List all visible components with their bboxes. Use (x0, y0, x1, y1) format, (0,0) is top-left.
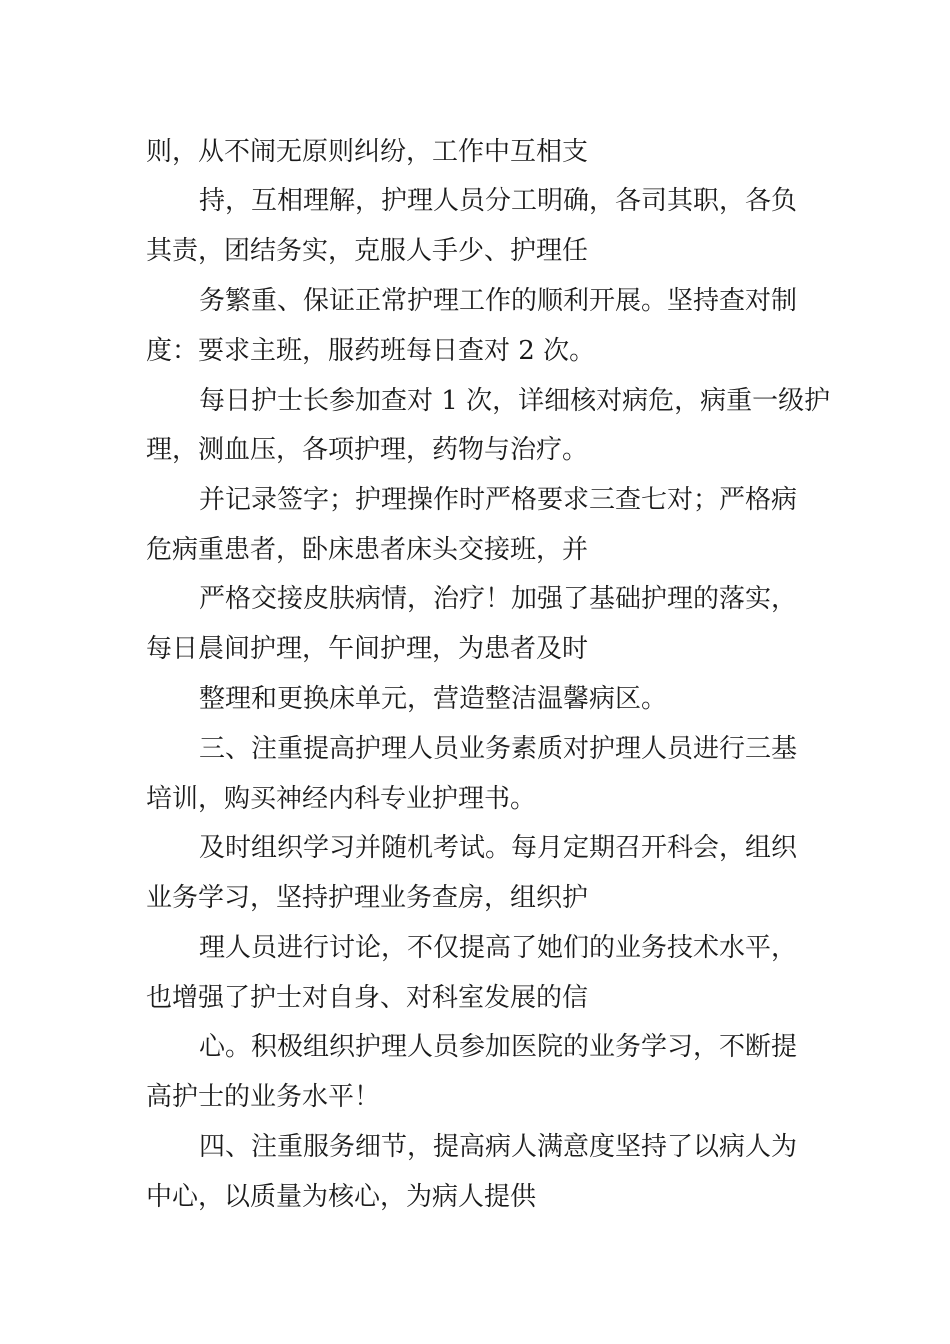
text-line: 四、注重服务细节，提高病人满意度坚持了以病人为 (199, 1132, 798, 1162)
text-line: 危病重患者，卧床患者床头交接班，并 (146, 535, 589, 565)
text-line: 心。积极组织护理人员参加医院的业务学习，不断提 (199, 1032, 798, 1062)
text-line: 整理和更换床单元，营造整洁温馨病区。 (199, 684, 668, 714)
text-line: 高护士的业务水平！ (146, 1082, 381, 1112)
text-line: 其责，团结务实，克服人手少、护理任 (146, 236, 589, 266)
text-line: 理，测血压，各项护理，药物与治疗。 (146, 435, 589, 465)
text-line: 理人员进行讨论，不仅提高了她们的业务技术水平， (199, 933, 798, 963)
text-line: 三、注重提高护理人员业务素质对护理人员进行三基 (199, 734, 798, 764)
text-line: 则，从不闹无原则纠纷，工作中互相支 (146, 137, 589, 167)
text-line: 中心，以质量为核心，为病人提供 (146, 1182, 537, 1212)
text-line: 每日护士长参加查对 1 次，详细核对病危，病重一级护 (199, 386, 831, 416)
text-line: 每日晨间护理，午间护理，为患者及时 (146, 634, 589, 664)
text-line: 并记录签字；护理操作时严格要求三查七对；严格病 (199, 485, 798, 515)
text-line: 也增强了护士对自身、对科室发展的信 (146, 983, 589, 1013)
text-line: 持，互相理解，护理人员分工明确，各司其职，各负 (199, 186, 798, 216)
text-line: 务繁重、保证正常护理工作的顺利开展。坚持查对制 (199, 286, 798, 316)
text-line: 培训，购买神经内科专业护理书。 (146, 784, 537, 814)
text-line: 及时组织学习并随机考试。每月定期召开科会，组织 (199, 833, 798, 863)
text-line: 严格交接皮肤病情，治疗！加强了基础护理的落实， (199, 584, 798, 614)
text-line: 业务学习，坚持护理业务查房，组织护 (146, 883, 589, 913)
text-line: 度：要求主班，服药班每日查对 2 次。 (146, 336, 596, 366)
